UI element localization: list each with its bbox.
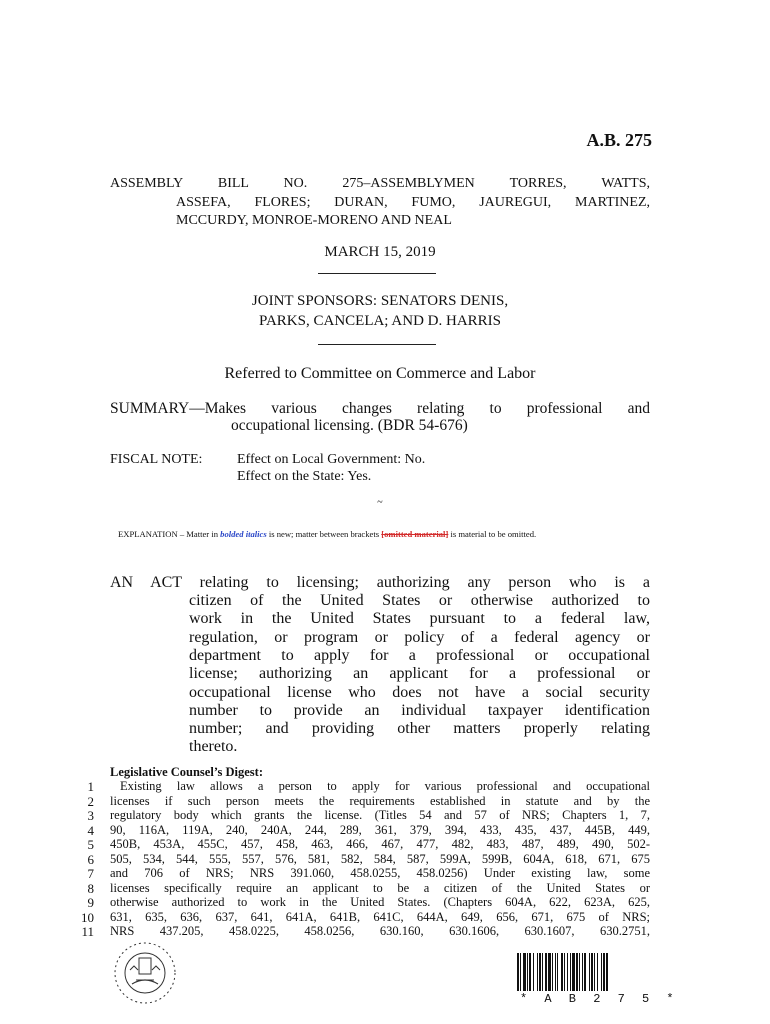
fiscal-note-local: Effect on Local Government: No. <box>237 452 426 467</box>
joint-sponsors-line-2: PARKS, CANCELA; AND D. HARRIS <box>259 313 501 329</box>
act-line-7: occupational license who does not have a social security <box>189 684 650 701</box>
digest-line-1: Existing law allows a person to apply for various professional and occupational <box>120 779 650 793</box>
digest-line-3: regulatory body which grants the license. (Titles 54 and 57 of NRS; Chapters 1, 7, <box>110 808 650 822</box>
bill-date: MARCH 15, 2019 <box>324 244 436 260</box>
fiscal-note-label: FISCAL NOTE: <box>110 452 203 467</box>
barcode-graphic <box>517 953 641 991</box>
state-seal-icon <box>112 940 178 1006</box>
explanation-new-matter: bolded italics <box>220 529 267 539</box>
act-line-1: AN ACT relating to licensing; authorizing any person who is a <box>110 574 650 591</box>
digest-line-4: 90, 116A, 119A, 240, 240A, 244, 289, 361, 379, 394, 433, 435, 437, 445B, 449, <box>110 823 650 837</box>
line-number: 9 <box>87 895 94 910</box>
act-line-10: thereto. <box>189 738 238 755</box>
committee-referral: Referred to Committee on Commerce and Labor <box>224 365 536 382</box>
line-number: 10 <box>81 910 94 925</box>
explanation-note <box>118 529 658 539</box>
digest-line-2: licenses if such person meets the requirements established in statute and by the <box>110 794 650 808</box>
summary-line-2: occupational licensing. (BDR 54-676) <box>231 417 468 434</box>
act-line-3: work in the United States pursuant to a federal law, <box>189 610 650 627</box>
joint-sponsors-line-1: JOINT SPONSORS: SENATORS DENIS, <box>251 293 509 309</box>
digest-line-11: NRS 437.205, 458.0225, 458.0256, 630.160, 630.1606, 630.1607, 630.2751, <box>110 924 650 938</box>
explanation-middle: is new; matter between brackets <box>266 529 382 539</box>
barcode-caption: * A B 2 7 5 * <box>520 992 679 1006</box>
divider-rule-2 <box>318 344 436 345</box>
act-line-8: number to provide an individual taxpayer identification <box>189 702 650 719</box>
act-line-6: license; authorizing an applicant for a professional or <box>189 665 650 682</box>
line-number: 4 <box>87 823 94 838</box>
digest-line-5: 450B, 453A, 455C, 457, 458, 463, 466, 467, 477, 482, 483, 487, 489, 490, 502- <box>110 837 650 851</box>
line-number: 7 <box>87 866 94 881</box>
explanation-suffix: is material to be omitted. <box>448 529 537 539</box>
digest-line-7: and 706 of NRS; NRS 391.060, 458.0255, 458.0256) Under existing law, some <box>110 866 650 880</box>
explanation-prefix: EXPLANATION – Matter in <box>118 529 221 539</box>
fiscal-note-state: Effect on the State: Yes. <box>237 469 372 484</box>
bill-number: A.B. 275 <box>586 130 652 150</box>
line-number: 8 <box>87 881 94 896</box>
act-line-4: regulation, or program or policy of a federal agency or <box>189 629 650 646</box>
line-number: 6 <box>87 852 94 867</box>
digest-line-9: otherwise authorized to work in the United States. (Chapters 604A, 622, 623A, 625, <box>110 895 650 909</box>
summary-line-1: SUMMARY—Makes various changes relating to professional and <box>110 400 650 417</box>
act-line-2: citizen of the United States or otherwise authorized to <box>189 592 650 609</box>
digest-line-10: 631, 635, 636, 637, 641, 641A, 641B, 641C, 644A, 649, 656, 671, 675 of NRS; <box>110 910 650 924</box>
line-number: 1 <box>87 779 94 794</box>
line-number: 2 <box>87 794 94 809</box>
sponsor-line-2: ASSEFA, FLORES; DURAN, FUMO, JAUREGUI, MARTINEZ, <box>176 195 650 210</box>
digest-line-6: 505, 534, 544, 555, 557, 576, 581, 582, 584, 587, 599A, 599B, 604A, 618, 671, 675 <box>110 852 650 866</box>
line-number: 3 <box>87 808 94 823</box>
digest-title: Legislative Counsel’s Digest: <box>110 765 263 779</box>
sponsor-line-1: ASSEMBLY BILL NO. 275–ASSEMBLYMEN TORRES, WATTS, <box>110 176 650 191</box>
divider-rule-1 <box>318 273 436 274</box>
act-line-9: number; and providing other matters properly relating <box>189 720 650 737</box>
act-line-5: department to apply for a professional or occupational <box>189 647 650 664</box>
tilde-mark: ~ <box>377 497 383 508</box>
line-number: 5 <box>87 837 94 852</box>
sponsor-line-3: MCCURDY, MONROE-MORENO AND NEAL <box>176 213 452 228</box>
line-number: 11 <box>81 924 94 939</box>
explanation-omitted-matter: [omitted material] <box>381 529 449 539</box>
digest-line-8: licenses specifically require an applicant to be a citizen of the United States or <box>110 881 650 895</box>
